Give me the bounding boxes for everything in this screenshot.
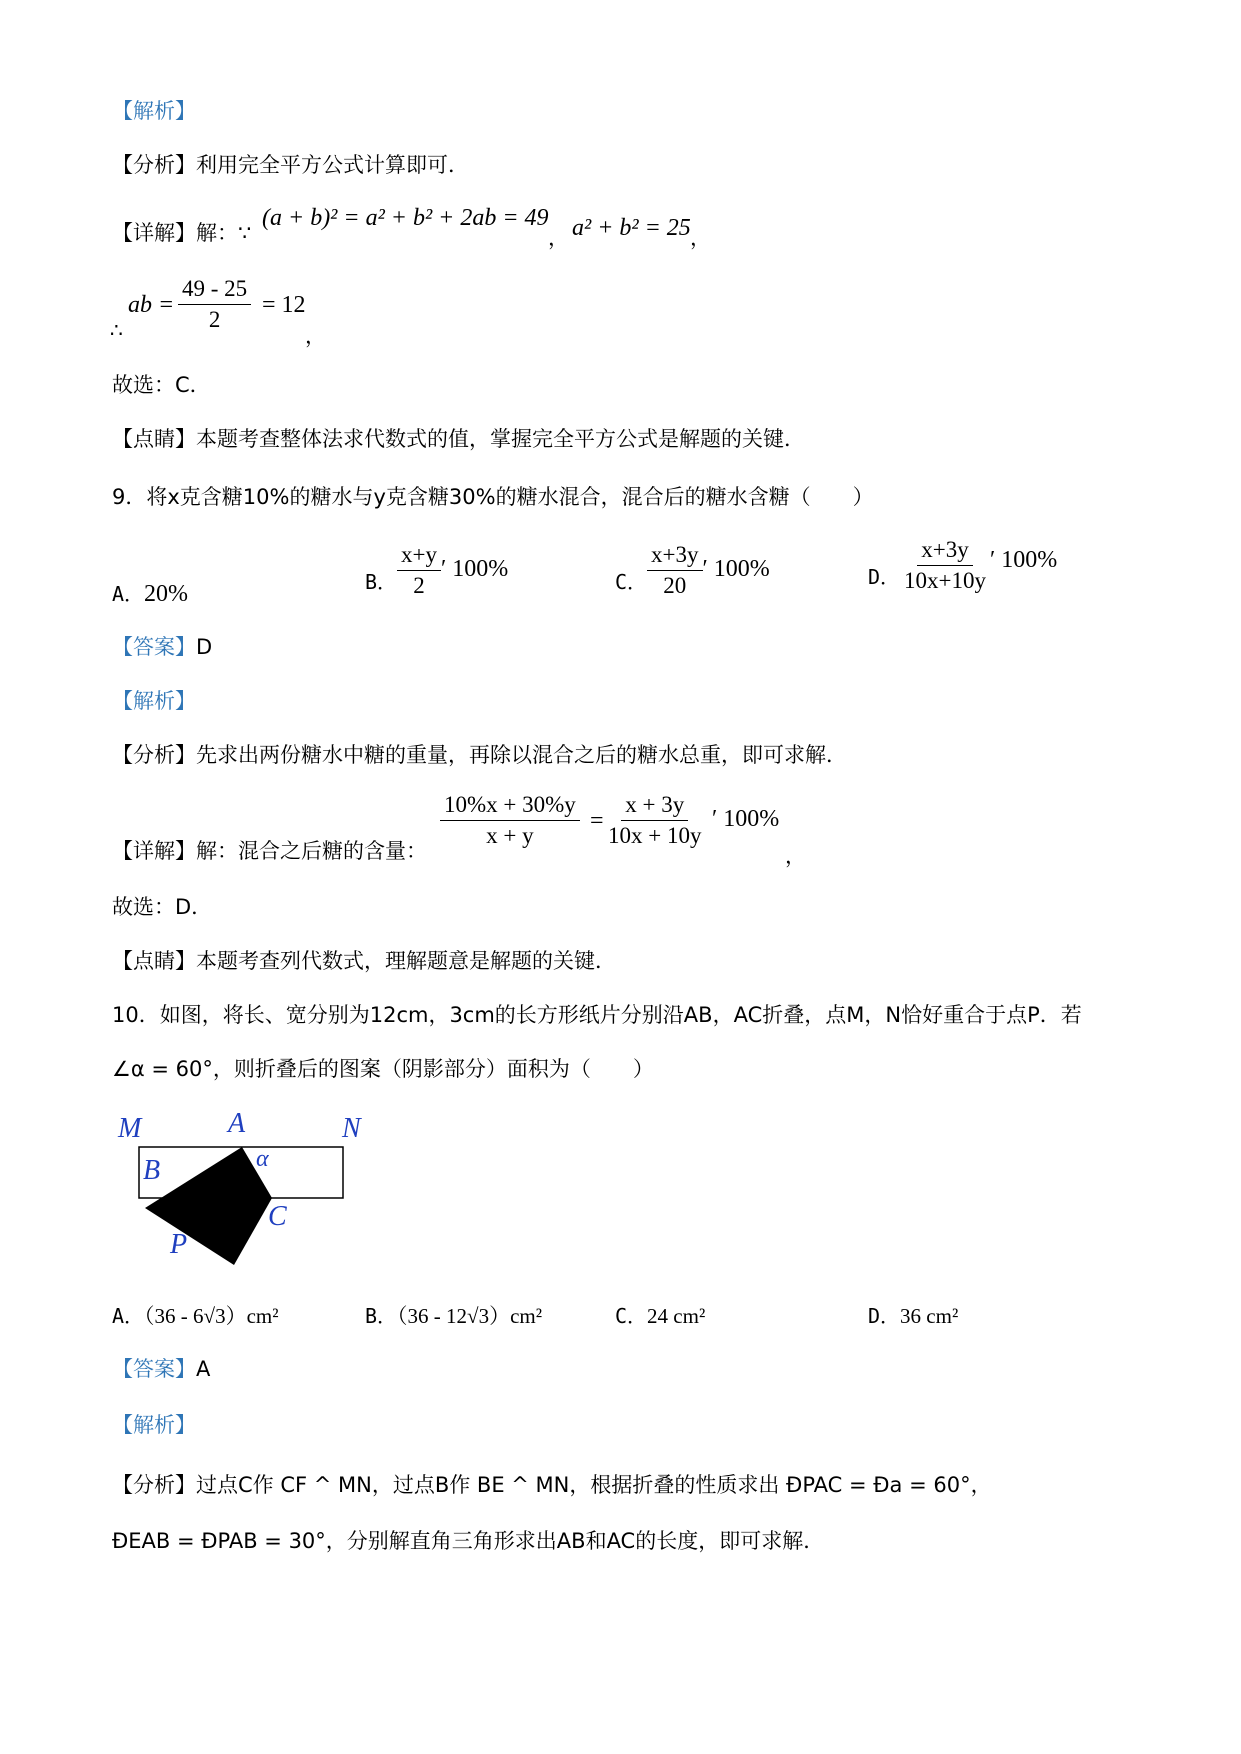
q9-stem: 9．将x克含糖10%的糖水与y克含糖30%的糖水混合，混合后的糖水含糖（ ）	[112, 485, 874, 509]
q8-analysis: 【分析】利用完全平方公式计算即可．	[112, 153, 469, 177]
q8-therefore: ∴	[110, 318, 123, 342]
q10-answer: 【答案】A	[112, 1357, 211, 1381]
folding-figure	[110, 1105, 390, 1270]
q8-comma2: ，	[690, 226, 711, 250]
q10-stem-line1: 10．如图，将长、宽分别为12cm，3cm的长方形纸片分别沿AB，AC折叠，点M，N恰好重合于点P．若	[112, 1003, 1082, 1027]
q9-detail-frac2: $\frac{x + 3y}{10x + 10y}$	[608, 792, 702, 848]
q9-analysis-tag: 【解析】	[112, 689, 196, 713]
analysis-tag: 【解析】	[112, 99, 196, 123]
label-alpha: α	[256, 1146, 269, 1172]
q10-analysis-line2: ÐEAB = ÐPAB = 30°，分别解直角三角形求出AB和AC的长度，即可求解．	[112, 1529, 825, 1553]
q9-comment: 【点睛】本题考查列代数式，理解题意是解题的关键．	[112, 949, 616, 973]
label-n: N	[342, 1113, 361, 1144]
q9-option-d: D． $\frac{x+3y}{10x+10y}$ ′ 100%	[868, 537, 1058, 593]
q8-fraction	[178, 274, 251, 335]
q8-comma3: ，	[305, 324, 326, 348]
q8-choice: 故选：C．	[112, 373, 211, 397]
label-m: M	[118, 1113, 142, 1144]
q8-detail-prefix: 【详解】解：∵	[112, 221, 252, 245]
q10-option-d: D．36 cm²	[868, 1304, 959, 1328]
q10-option-a: A．（36 - 6√3）cm²	[112, 1304, 279, 1328]
q10-analysis-line1: 【分析】过点C作 CF ^ MN，过点B作 BE ^ MN，根据折叠的性质求出 ÐPAC = Ða = 60°，	[112, 1473, 992, 1497]
label-a: A	[228, 1108, 246, 1139]
q9-option-a: A．20%	[112, 581, 189, 607]
label-b: B	[143, 1155, 161, 1186]
q9-detail-tail: ′ 100%	[712, 806, 780, 832]
q8-eq2: a² + b² = 25	[572, 215, 691, 241]
q9-detail-comma: ，	[785, 844, 806, 868]
q8-frac-num: 49 - 25	[178, 274, 251, 305]
q9-detail-eq: =	[590, 808, 604, 834]
q8-comma1: ，	[548, 226, 569, 250]
q9-option-b: B． $\frac{x+y}{2}$ ′ 100%	[365, 542, 509, 598]
q9-choice: 故选：D．	[112, 895, 213, 919]
q10-stem-line2: ∠α = 60°，则折叠后的图案（阴影部分）面积为（ ）	[112, 1057, 654, 1081]
q9-analysis: 【分析】先求出两份糖水中糖的重量，再除以混合之后的糖水总重，即可求解．	[112, 743, 847, 767]
q10-analysis-tag: 【解析】	[112, 1413, 196, 1437]
q9-detail-prefix: 【详解】解：混合之后糖的含量：	[112, 839, 427, 863]
q8-comment: 【点睛】本题考查整体法求代数式的值，掌握完全平方公式是解题的关键．	[112, 427, 805, 451]
q9-detail-frac1: $\frac{10\%x + 30\%y}{x + y}$	[440, 790, 580, 851]
shaded-region	[145, 1147, 272, 1265]
q9-option-c: C． $\frac{x+3y}{20}$ ′ 100%	[615, 542, 770, 598]
q8-ab-rhs: = 12	[262, 292, 306, 318]
q8-detail	[112, 218, 251, 248]
q8-frac-den: 2	[208, 307, 221, 332]
q9-answer: 【答案】D	[112, 635, 213, 659]
label-c: C	[268, 1201, 287, 1232]
q8-eq1: (a + b)² = a² + b² + 2ab = 49	[262, 205, 549, 231]
label-p: P	[170, 1229, 188, 1260]
q10-option-b: B．（36 - 12√3）cm²	[365, 1304, 543, 1328]
q10-option-c: C．24 cm²	[615, 1304, 706, 1328]
q8-ab-lhs: ab =	[128, 292, 175, 318]
